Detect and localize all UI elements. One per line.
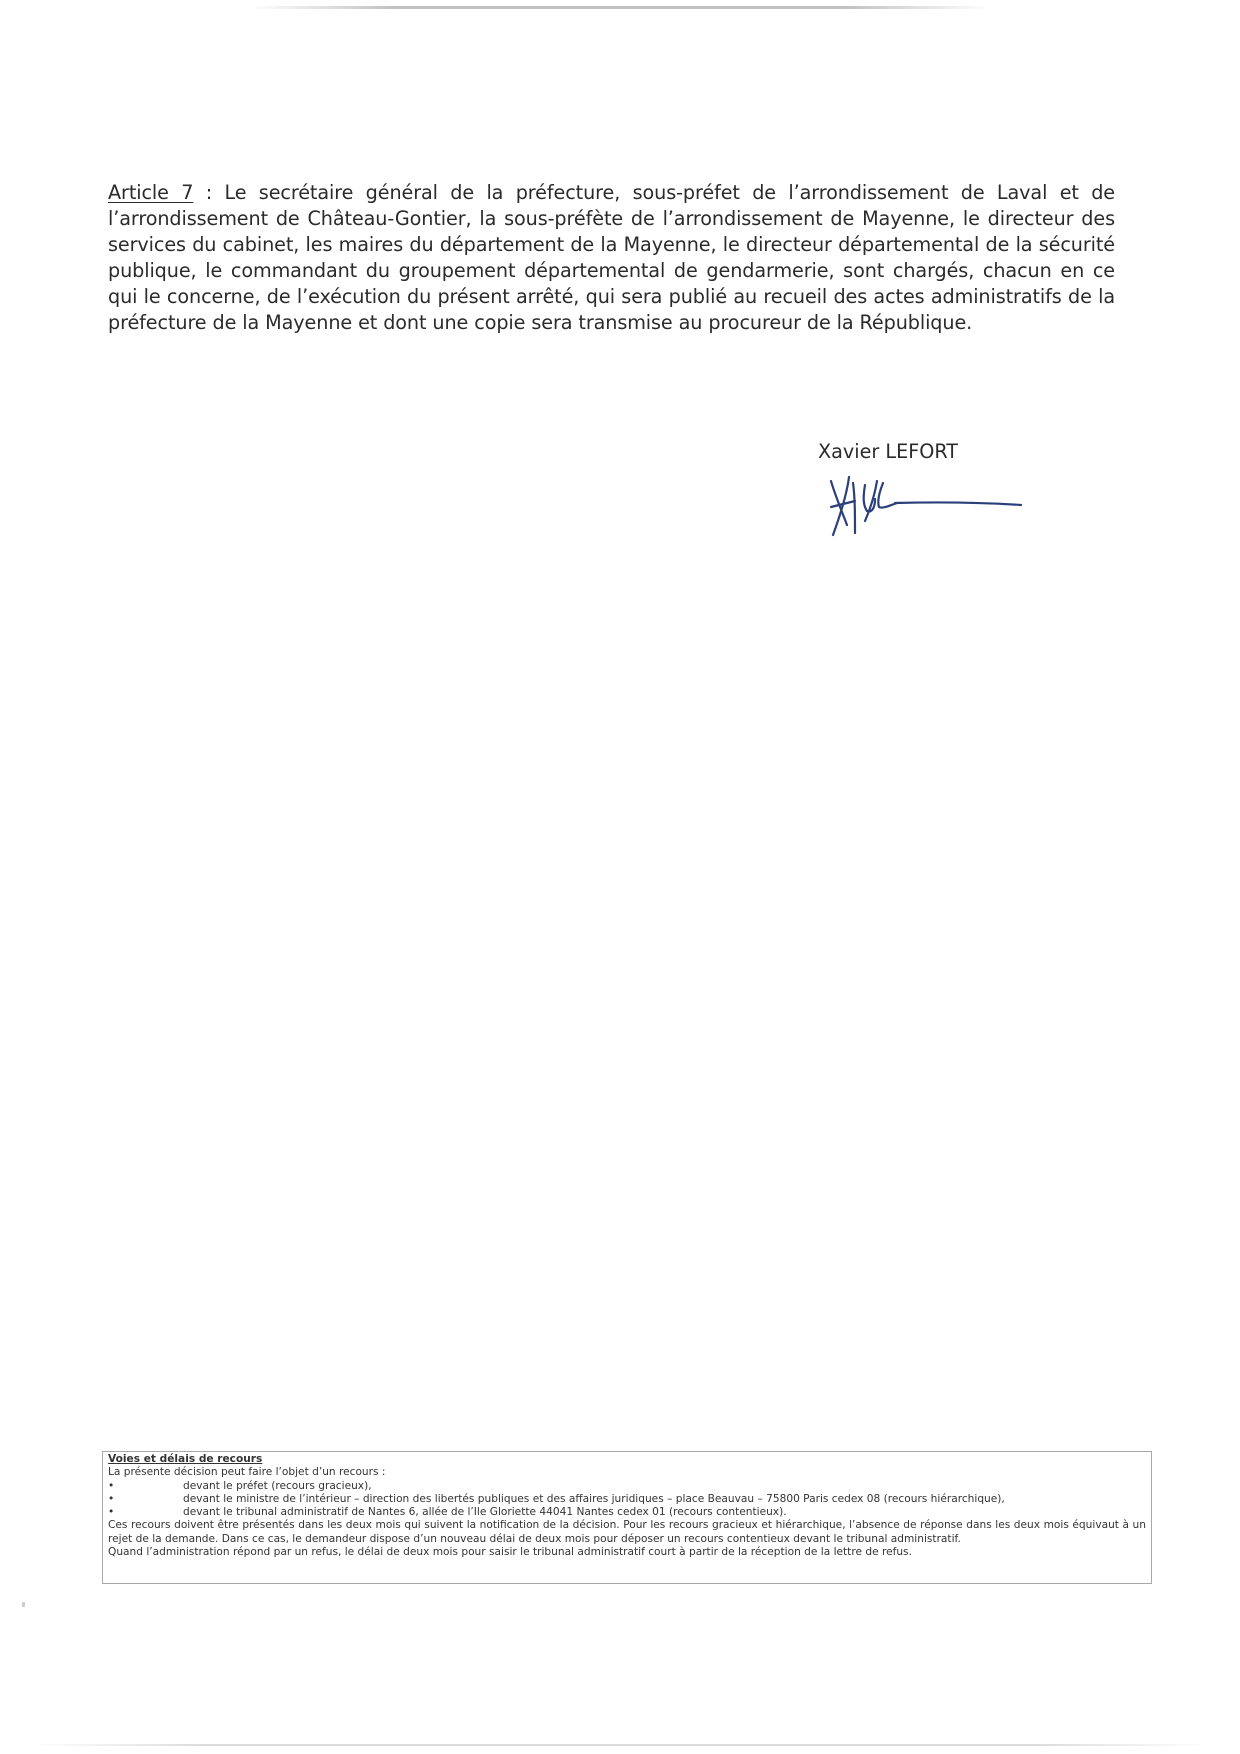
recours-item-text: devant le tribunal administratif de Nantes 6, allée de l’Ile Gloriette 44041 Nantes cedex 01 (recours contentieux).	[183, 1506, 787, 1519]
signature-strokes	[831, 477, 1021, 535]
bullet-icon: •	[108, 1506, 115, 1519]
article-text: Le secrétaire général de la préfecture, sous-préfet de l’arrondissement de Laval et de l’arrondissement de Château-Gontier, la sous-préfète de l’arrondissement de Mayenne, le directeur des services du cabinet, les maires du département de la Mayenne, le directeur départemental de la sécurité publique, le commandant du groupement départemental de gendarmerie, sont chargés, chacun en ce qui le concerne, de l’exécution du présent arrêté, qui sera publié au recueil des actes administratifs de la préfecture de la Mayenne et dont une copie sera transmise au procureur de la République.	[108, 181, 1115, 334]
recours-item-text: devant le préfet (recours gracieux),	[183, 1479, 372, 1492]
recours-intro: La présente décision peut faire l’objet d’un recours :	[108, 1466, 386, 1479]
bullet-icon: •	[108, 1492, 115, 1505]
recours-title: Voies et délais de recours	[108, 1453, 263, 1465]
recours-delais-paragraph: Ces recours doivent être présentés dans les deux mois qui suivent la notification de la décision. Pour les recours gracieux et hiérarchique, l’absence de réponse dans les deux mois équivaut à un rejet de la demande. Dans ce cas, le demandeur dispose d’un nouveau délai de deux mois pour déposer un recours contentieux devant le tribunal administratif.	[108, 1519, 1146, 1545]
signature-stroke-8	[895, 502, 1021, 505]
bullet-icon: •	[108, 1479, 115, 1492]
scan-edge-bottom	[30, 1744, 1210, 1746]
signature-stroke-7	[878, 483, 897, 508]
signature-stroke-4	[853, 483, 855, 533]
article-separator: :	[193, 181, 225, 204]
scan-edge-top	[250, 6, 990, 9]
recours-item-hierarchique	[108, 1493, 1146, 1506]
article-label: Article 7	[108, 181, 194, 204]
article-7-paragraph	[108, 180, 1115, 336]
recours-item-contentieux	[108, 1506, 1146, 1519]
recours-item-gracieux	[108, 1480, 1146, 1493]
handwritten-signature	[825, 475, 1035, 545]
signer-name: Xavier LEFORT	[818, 440, 958, 463]
recours-box	[102, 1451, 1152, 1584]
recours-item-text: devant le ministre de l’intérieur – direction des libertés publiques et des affaires juridiques – place Beauvau – 75800 Paris cedex 08 (recours hiérarchique),	[183, 1492, 1005, 1505]
recours-refus-paragraph: Quand l’administration répond par un refus, le délai de deux mois pour saisir le tribunal administratif court à partir de la réception de la lettre de refus.	[108, 1546, 912, 1559]
scan-speck	[22, 1602, 25, 1607]
